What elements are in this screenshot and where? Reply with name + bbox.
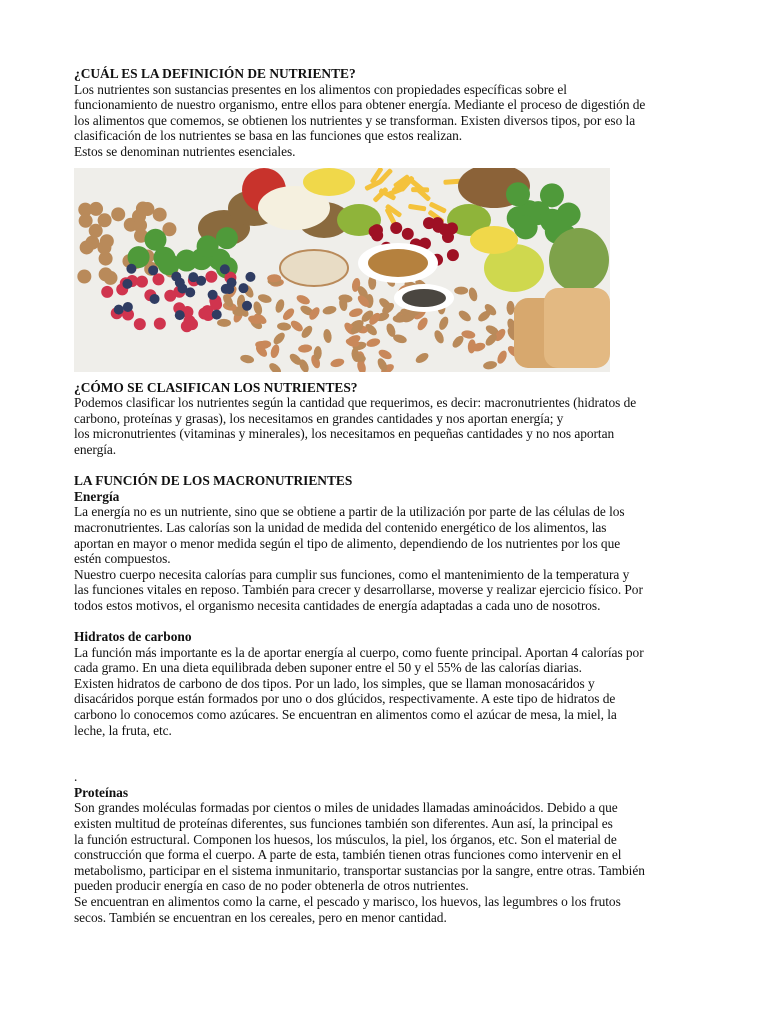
subheading-energia: Energía [74,488,120,504]
raspberry [136,275,148,287]
blueberry [148,265,158,275]
blueberry [150,294,160,304]
blueberry [114,304,124,314]
blueberry [175,310,185,320]
cherry [447,249,459,261]
oat-bowl [280,250,348,286]
artichoke [549,228,609,292]
blueberry [126,263,136,273]
blueberry [175,277,185,287]
blueberry [208,289,218,299]
blueberry [224,284,234,294]
hazelnut [100,234,114,248]
food-illustration [74,168,610,372]
subheading-hidratos: Hidratos de carbono [74,629,192,645]
food-photo [74,168,610,372]
section-title-clasificacion: ¿CÓMO SE CLASIFICAN LOS NUTRIENTES? [74,379,358,395]
raspberry [101,285,113,297]
section-title-definicion: ¿CUÁL ES LA DEFINICIÓN DE NUTRIENTE? [74,66,356,81]
hazelnut [111,207,125,221]
raspberry [198,307,210,319]
blueberry [122,278,132,288]
broccoli [197,235,219,257]
blueberry [238,283,248,293]
spacer [74,613,694,629]
flax-seeds [368,249,428,277]
hazelnut [153,207,167,221]
paragraph-energia-2: Nuestro cuerpo necesita calorías para cumplir sus funciones, como el mantenimiento de la temperatura y las funciones vitales en reposo. También para crecer y desarrollarse, moverse y realizar ejercicio físico. Por todos estos motivos, el organismo necesita cantidades de energía adaptadas a cada uno de nosotros. [74,566,643,613]
hazelnut [78,202,92,216]
lemon [303,168,355,196]
blueberry [245,271,255,281]
raspberry [134,318,146,330]
almond [454,286,468,294]
pasta [411,187,429,192]
raspberry [186,318,198,330]
section-title-macronutrientes: LA FUNCIÓN DE LOS MACRONUTRIENTES [74,473,353,489]
blueberry [220,264,230,274]
subheading-proteinas: Proteínas [74,784,129,800]
blueberry [212,309,222,319]
separator-dot: . [74,769,78,785]
blueberry [242,300,252,310]
raspberry [154,317,166,329]
hazelnut [104,270,118,284]
lemon [470,226,518,254]
broccoli [144,228,166,250]
paragraph-clasificacion: Podemos clasificar los nutrientes según la cantidad que requerimos, es decir: macronutrientes (hidratos de carbono, proteínas y grasas), los necesitamos en grandes cantidades y nos aportan energía; y los micronutrientes (vitaminas y minerales), los necesitamos en pequeñas cantidades y no nos aportan energía. [74,395,637,457]
blueberry [196,275,206,285]
cherry [442,231,454,243]
cherry [371,224,383,236]
blueberry [185,287,195,297]
broccoli [514,215,538,239]
broccoli [216,227,238,249]
broccoli [506,182,530,206]
cherry [423,217,435,229]
hazelnut [140,202,154,216]
paragraph-hidratos-2: Existen hidratos de carbono de dos tipos. Por un lado, los simples, que se llaman monosacáridos y disacáridos porque están formados por uno o dos glúcidos, respectivamente. A este tipo de hidratos de carbono lo conocemos como azúcares. Se encuentran en alimentos como el azúcar de mesa, la miel, la leche, la fruta, etc. [74,675,617,738]
raspberry [205,270,217,282]
cherry [402,227,414,239]
paragraph-proteinas-2: Se encuentran en alimentos como la carne, el pescado y marisco, los huevos, las legumbres o los frutos secos. También se encuentran en los cereales, pero en menor cantidad. [74,893,621,925]
hazelnut [77,269,91,283]
paragraph-hidratos-1: La función más importante es la de aportar energía al cuerpo, como fuente principal. Aportan 4 calorías por cada gramo. En una dieta equilibrada deben suponer entre el 50 y el 55% de las calorías diarias. [74,644,644,676]
paragraph-proteinas-1: Son grandes moléculas formadas por cientos o miles de unidades llamadas aminoácidos. Debido a que existen multitud de proteínas diferentes, sus funciones también son diferentes. Aun así, la principal es la función estructural. Componen los huesos, los músculos, la piel, los órganos, etc. Son el material de construcción que forma el cuerpo. A parte de esta, también tienen otras funciones como intervenir en el metabolismo, participar en el sistema inmunitario, transportar sustancias por la sangre, entre otras. También pueden producir energía en caso de no poder obtenerla de otros nutrientes. [74,800,645,894]
spacer [74,458,694,474]
broccoli [540,183,564,207]
hazelnut [98,213,112,227]
chia-seeds [402,289,446,307]
paragraph-energia-1: La energía no es un nutriente, sino que se obtiene a partir de la utilización por parte de las células de los macronutrientes. Las calorías son la unidad de medida del contenido energético de los alimentos, las aportan en mayor o menor medida según el tipo de alimento, dependiendo de los nutrientes por los que estén compuestos. [74,504,625,567]
spacer [74,738,694,769]
bread-slice [544,288,610,368]
hazelnut [80,240,94,254]
document-page [74,66,694,925]
paragraph-definicion: Los nutrientes son sustancias presentes en los alimentos con propiedades específicas sobre el funcionamiento de nuestro organismo, entre ellos para obtener energía. Mediante el proceso de digestión de los alimentos que comemos, se obtienen los nutrientes y se transforman. Existen diversos tipos, por eso la clasificación de los nutrientes se basa en las funciones que estos realizan. Estos se denominan nutrientes esenciales. [74,81,646,159]
cherry [390,222,402,234]
blueberry [123,302,133,312]
